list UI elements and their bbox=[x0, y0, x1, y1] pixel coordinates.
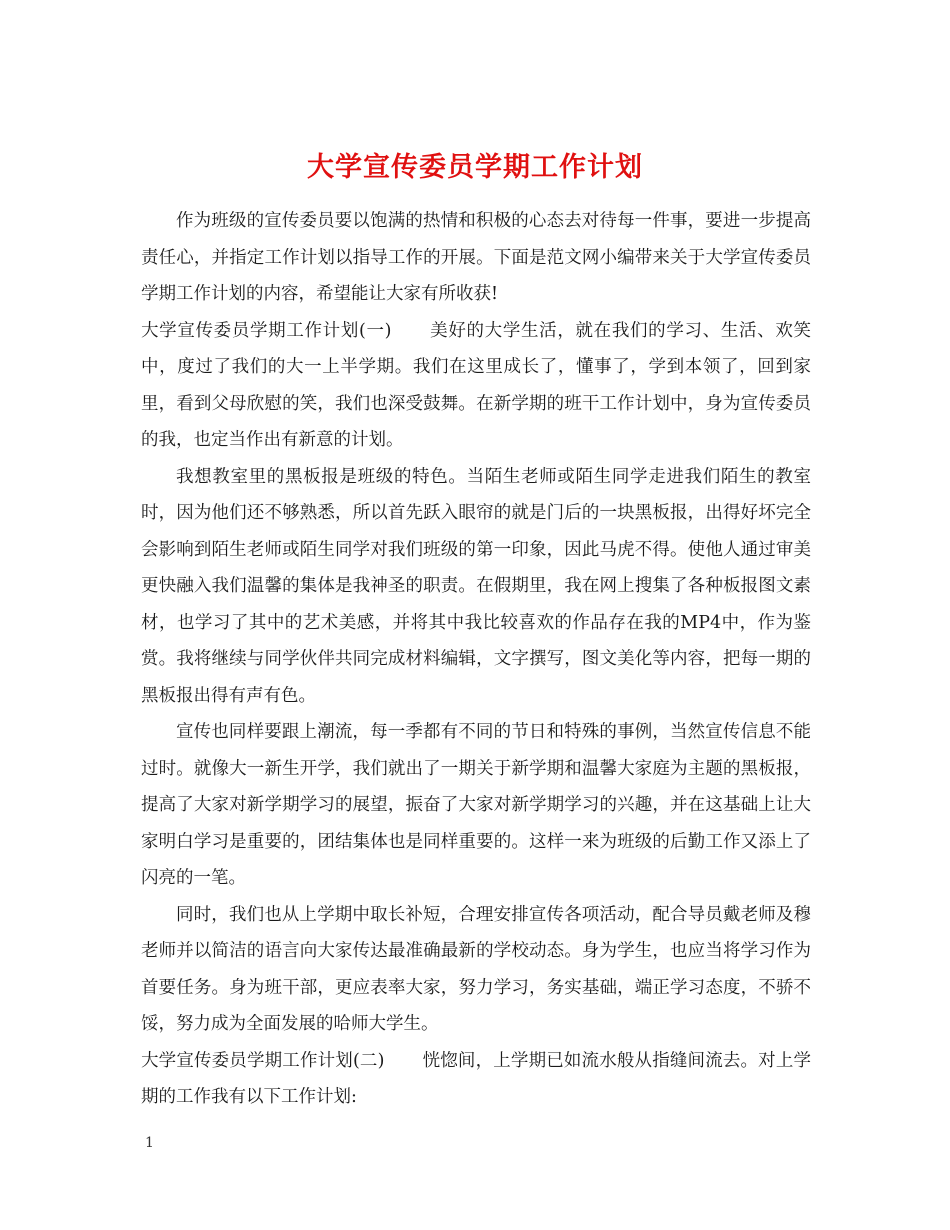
paragraph-blackboard: 我想教室里的黑板报是班级的特色。当陌生老师或陌生同学走进我们陌生的教室时，因为他们还不够熟悉，所以首先跃入眼帘的就是门后的一块黑板报，出得好坏完全会影响到陌生老师或陌生同学对我们班级的第一印象，因此马虎不得。使他人通过审美更快融入我们温馨的集体是我神圣的职责。在假期里，我在网上搜集了各种板报图文素材，也学习了其中的艺术美感，并将其中我比较喜欢的作品存在我的MP4中，作为鉴赏。我将继续与同学伙伴共同完成材料编辑，文字撰写，图文美化等内容，把每一期的黑板报出得有声有色。 bbox=[141, 466, 811, 706]
section-heading-two: 大学宣传委员学期工作计划(二) bbox=[141, 1050, 385, 1071]
section-text-one: 美好的大学生活，就在我们的学习、生活、欢笑中，度过了我们的大一上半学期。我们在这里成长了，懂事了，学到本领了，回到家里，看到父母欣慰的笑，我们也深受鼓舞。在新学期的班干工作计划中，身为宣传委员的我，也定当作出有新意的计划。 bbox=[141, 320, 812, 450]
document-title: 大学宣传委员学期工作计划 bbox=[307, 152, 643, 184]
section-heading-one: 大学宣传委员学期工作计划(一) bbox=[141, 320, 392, 341]
document-body bbox=[141, 203, 811, 1116]
paragraph-study: 同时，我们也从上学期中取长补短，合理安排宣传各项活动，配合导员戴老师及穆老师并以简洁的语言向大家传达最准确最新的学校动态。身为学生，也应当将学习作为首要任务。身为班干部，更应表率大家，努力学习，务实基础，端正学习态度，不骄不馁，努力成为全面发展的哈师大学生。 bbox=[141, 904, 811, 1034]
paragraph-section-one bbox=[141, 313, 811, 459]
page-number: 1 bbox=[145, 1135, 154, 1151]
paragraph-intro: 作为班级的宣传委员要以饱满的热情和积极的心态去对待每一件事，要进一步提高责任心，并指定工作计划以指导工作的开展。下面是范文网小编带来关于大学宣传委员学期工作计划的内容，希望能让大家有所收获! bbox=[141, 211, 811, 304]
section-text-two: 恍惚间，上学期已如流水般从指缝间流去。对上学期的工作我有以下工作计划: bbox=[141, 1050, 812, 1107]
paragraph-trend: 宣传也同样要跟上潮流，每一季都有不同的节日和特殊的事例，当然宣传信息不能过时。就像大一新生开学，我们就出了一期关于新学期和温馨大家庭为主题的黑板报，提高了大家对新学期学习的展望，振奋了大家对新学期学习的兴趣，并在这基础上让大家明白学习是重要的，团结集体也是同样重要的。这样一来为班级的后勤工作又添上了闪亮的一笔。 bbox=[141, 722, 811, 888]
paragraph-section-two bbox=[141, 1043, 811, 1116]
